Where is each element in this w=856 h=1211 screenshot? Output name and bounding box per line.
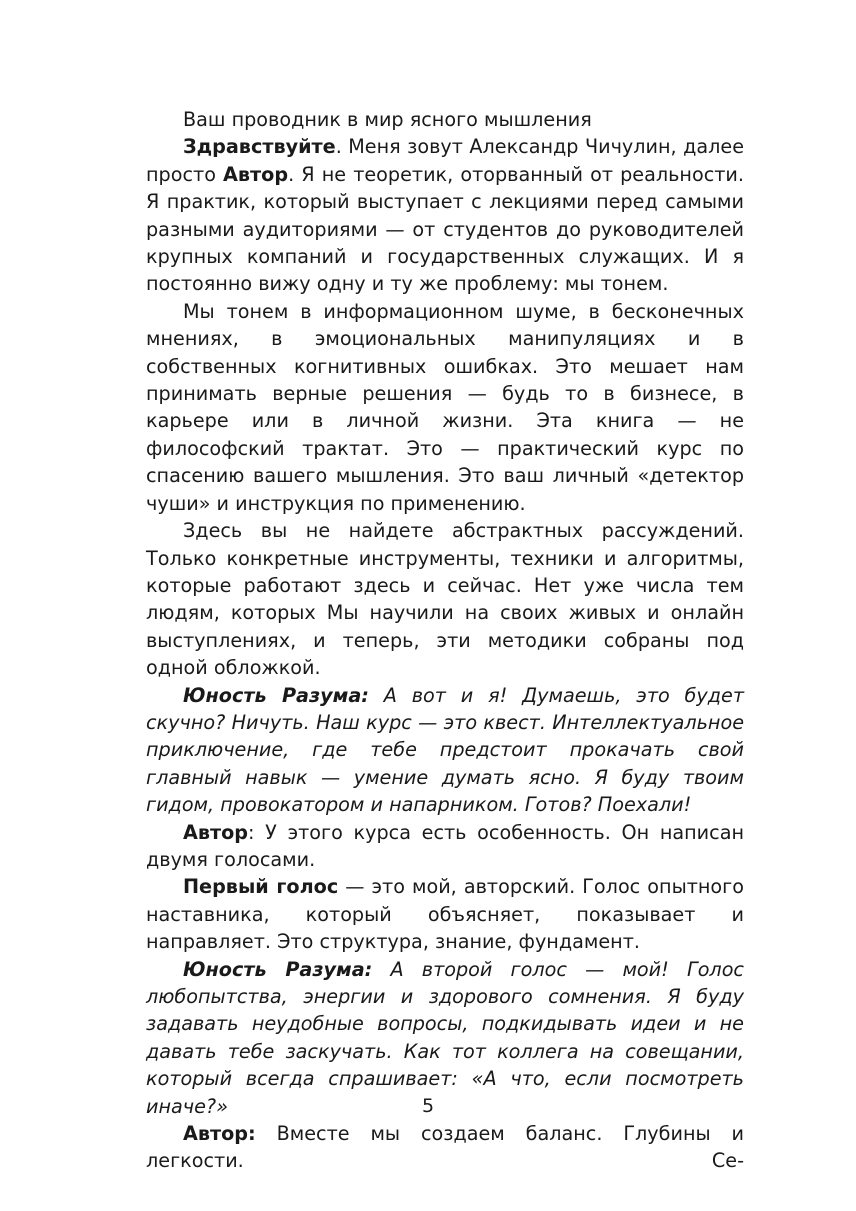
page-number: 5 (421, 1095, 435, 1117)
speaker-label: Автор: (183, 1122, 256, 1146)
paragraph-text: А вот и я! Думаешь, это будет скучно? Ничуть. Наш курс — это квест. Интеллектуальное приключение, где тебе предстоит прокачать свой главный навык — умение думать ясно. Я буду твоим гидом, провокатором и напарником. Готов? Поехали! (146, 683, 744, 817)
speaker-label: Юность Разума: (183, 957, 373, 981)
page-body (146, 106, 744, 1175)
speaker-label: Автор (183, 820, 249, 844)
first-voice-bold: Первый голос (183, 875, 339, 899)
body-paragraph (146, 517, 744, 681)
youth-of-reason-paragraph (146, 682, 744, 819)
intro-paragraph (146, 133, 744, 297)
paragraph-text: А второй голос — мой! Голос любопытства, энергии и здорового сомнения. Я буду задавать неудобные вопросы, подкидывать идеи и не давать тебе заскучать. Как тот коллега на совещании, который всегда спрашивает: «А что, если посмотреть иначе?» (146, 957, 744, 1118)
first-voice-paragraph (146, 873, 744, 955)
paragraph-text: : У этого курса есть особенность. Он написан двумя голосами. (146, 820, 744, 871)
subtitle-paragraph (146, 106, 744, 133)
author-paragraph (146, 819, 744, 874)
author-bold: Автор (223, 162, 289, 186)
paragraph-text: Мы тонем в информационном шуме, в бесконечных мнениях, в эмоциональных манипуляциях и в собственных когнитивных ошибках. Это мешает нам принимать верные решения — будь то в бизнесе, в карьере или в личной жизни. Эта книга — не философский трактат. Это — практический курс по спасению вашего мышления. Это ваш личный «детектор чуши» и инструкция по применению. (146, 299, 744, 515)
paragraph-text: Вместе мы создаем баланс. Глубины и легкости. Се- (146, 1122, 744, 1173)
paragraph-text: . Меня зовут Александр Чичулин, далее просто (146, 135, 744, 186)
paragraph-text: Здесь вы не найдете абстрактных рассуждений. Только конкретные инструменты, техники и алгоритмы, которые работают здесь и сейчас. Нет уже числа тем людям, которых Мы научили на своих живых и онлайн выступлениях, и теперь, эти методики собраны под одной обложкой. (146, 519, 744, 680)
paragraph-text: Ваш проводник в мир ясного мышления (183, 108, 592, 131)
paragraph-text: . Я не теоретик, оторванный от реальности. Я практик, который выступает с лекциями перед самыми разными аудиториями — от студентов до руководителей крупных компаний и государственных служащих. И я постоянно вижу одну и ту же проблему: мы тонем. (146, 162, 744, 296)
paragraph-text: — это мой, авторский. Голос опытного наставника, который объясняет, показывает и направляет. Это структура, знание, фундамент. (146, 875, 744, 954)
author-paragraph (146, 1120, 744, 1175)
speaker-label: Юность Разума: (183, 683, 369, 707)
greeting-bold: Здравствуйте (183, 135, 336, 159)
body-paragraph (146, 298, 744, 517)
